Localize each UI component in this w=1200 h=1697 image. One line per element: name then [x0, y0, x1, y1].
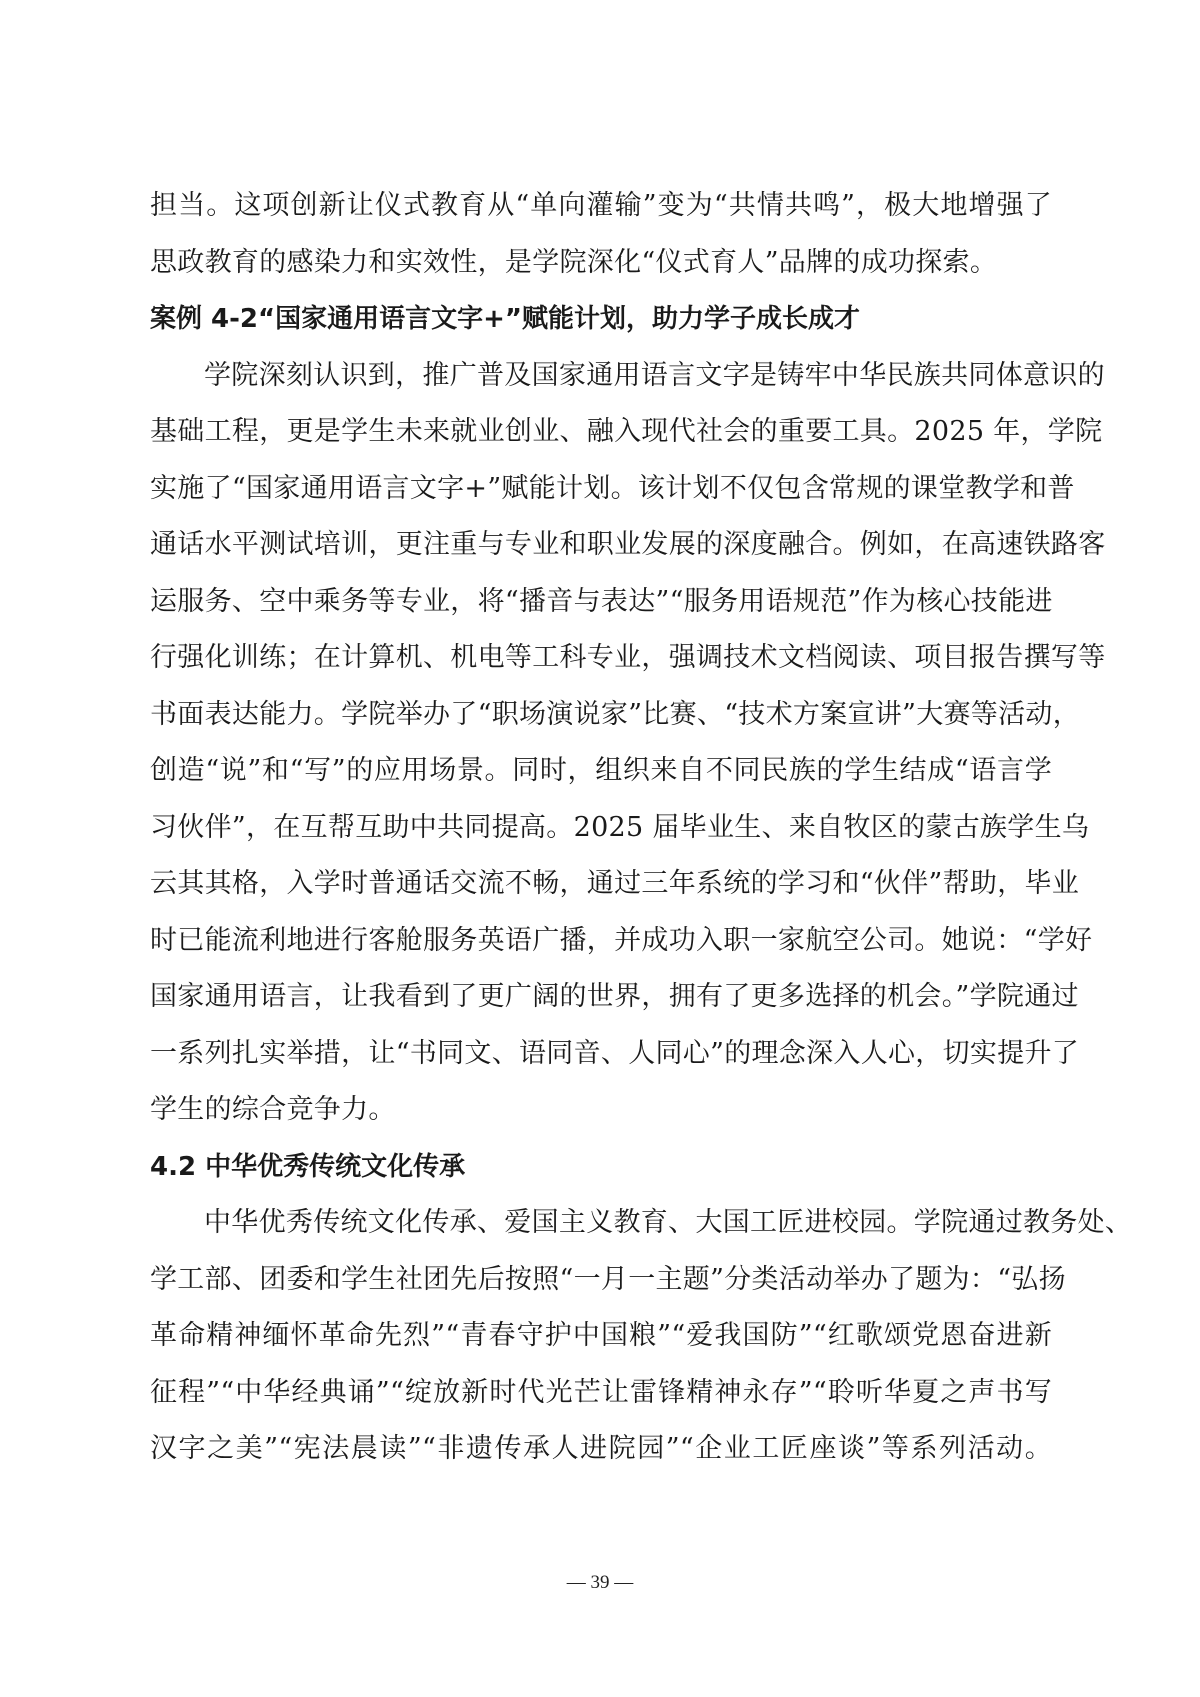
- text-line: 创造“说”和“写”的应用场景。同时，组织来自不同民族的学生结成“语言学: [150, 755, 1052, 786]
- text-line: 通话水平测试培训，更注重与专业和职业发展的深度融合。例如，在高速铁路客: [150, 529, 1106, 560]
- text-line: 汉字之美”“宪法晨读”“非遗传承人进院园”“企业工匠座谈”等系列活动。: [150, 1433, 1052, 1464]
- text-line: 思政教育的感染力和实效性，是学院深化“仪式育人”品牌的成功探索。: [150, 246, 998, 278]
- text-line: 担当。这项创新让仪式教育从“单向灌输”变为“共情共鸣”，极大地增强了: [150, 190, 1052, 221]
- text-line: 实施了“国家通用语言文字+”赋能计划。该计划不仅包含常规的课堂教学和普: [150, 472, 1075, 504]
- text-line: 基础工程，更是学生未来就业创业、融入现代社会的重要工具。2025 年，学院: [150, 416, 1103, 447]
- text-line: 征程”“中华经典诵”“绽放新时代光芒让雷锋精神永存”“聆听华夏之声书写: [150, 1376, 1052, 1408]
- section-heading: 4.2 中华优秀传统文化传承: [150, 1151, 466, 1182]
- text-line: 行强化训练；在计算机、机电等工科专业，强调技术文档阅读、项目报告撰写等: [150, 642, 1106, 673]
- text-line: 习伙伴”，在互帮互助中共同提高。2025 届毕业生、来自牧区的蒙古族学生乌: [150, 811, 1090, 843]
- text-line: 一系列扎实举措，让“书同文、语同音、人同心”的理念深入人心，切实提升了: [150, 1037, 1080, 1069]
- text-line: 时已能流利地进行客舱服务英语广播，并成功入职一家航空公司。她说：“学好: [150, 924, 1093, 956]
- paragraph-section-4-2: [150, 1195, 1133, 1478]
- text-line: 云其其格，入学时普通话交流不畅，通过三年系统的学习和“伙伴”帮助，毕业: [150, 868, 1080, 899]
- text-line: 学院深刻认识到，推广普及国家通用语言文字是铸牢中华民族共同体意识的: [204, 359, 1105, 391]
- text-line: 中华优秀传统文化传承、爱国主义教育、大国工匠进校园。学院通过教务处、: [204, 1207, 1133, 1238]
- case-heading: 案例 4-2“国家通用语言文字+”赋能计划，助力学子成长成才: [150, 304, 860, 334]
- paragraph-case-4-2: [150, 348, 1106, 1139]
- paragraph-continuation: [150, 178, 1052, 291]
- text-line: 学生的综合竞争力。: [150, 1094, 396, 1125]
- text-line: 学工部、团委和学生社团先后按照“一月一主题”分类活动举办了题为：“弘扬: [150, 1263, 1066, 1295]
- document-body: [150, 178, 1133, 1478]
- text-line: 运服务、空中乘务等专业，将“播音与表达”“服务用语规范”作为核心技能进: [150, 585, 1053, 617]
- text-line: 书面表达能力。学院举办了“职场演说家”比赛、“技术方案宣讲”大赛等活动，: [150, 698, 1081, 730]
- text-line: 国家通用语言，让我看到了更广阔的世界，拥有了更多选择的机会。”学院通过: [150, 981, 1079, 1012]
- page-number: — 39 —: [566, 1572, 634, 1593]
- text-line: 革命精神缅怀革命先烈”“青春守护中国粮”“爱我国防”“红歌颂党恩奋进新: [150, 1320, 1052, 1351]
